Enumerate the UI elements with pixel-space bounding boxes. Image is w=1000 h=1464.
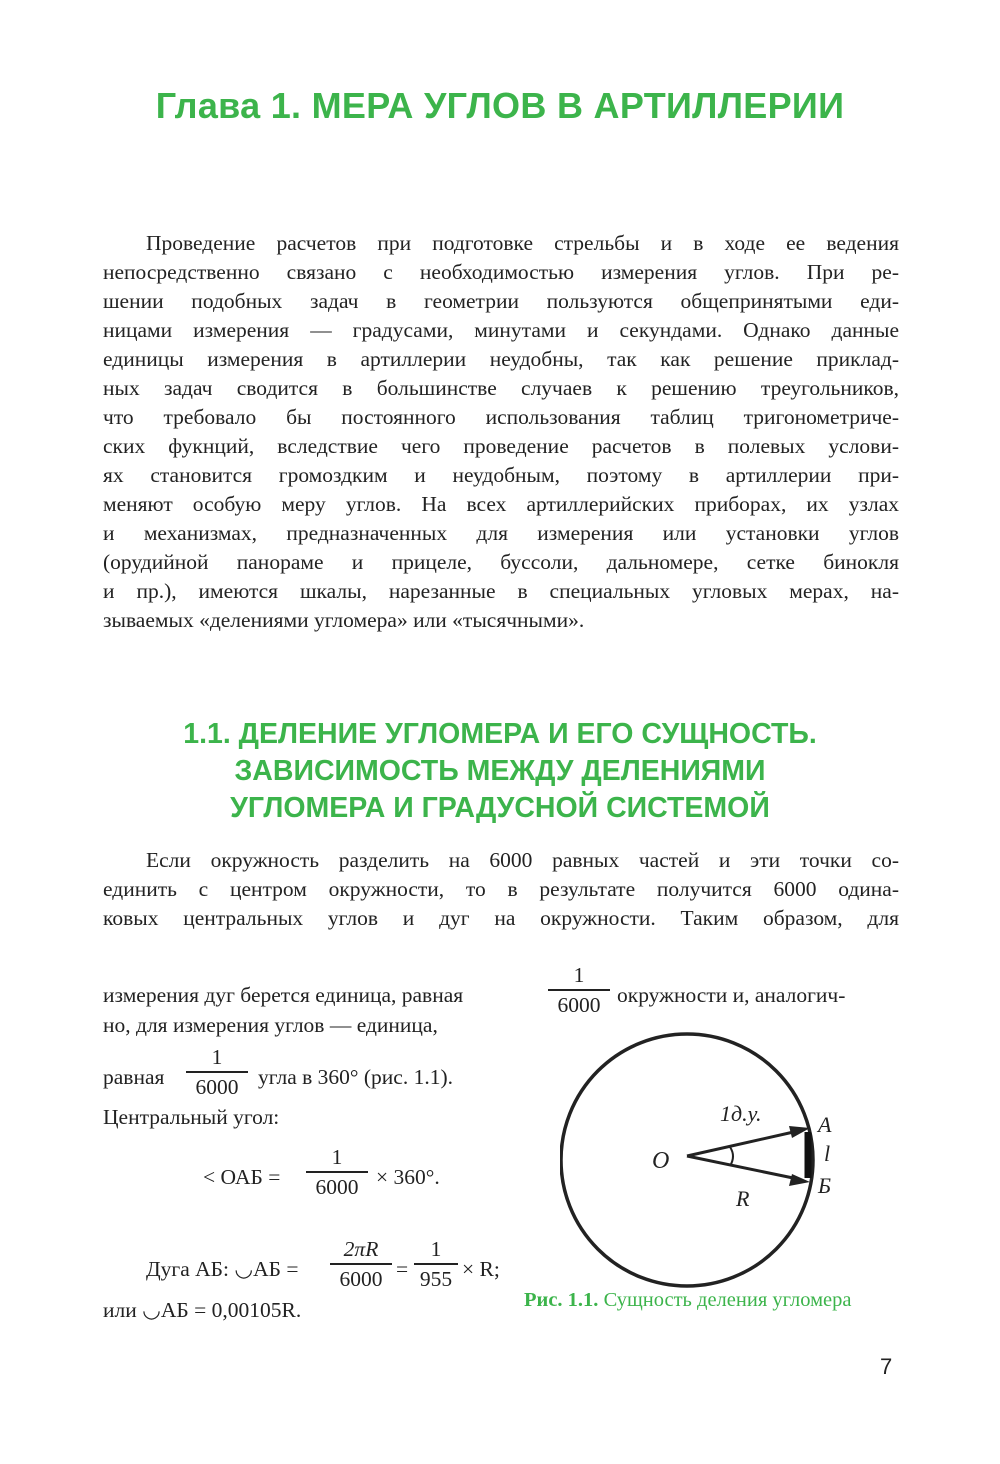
- radius-line-b: [687, 1156, 798, 1179]
- section-line: единить с центром окружности, то в результате получится 6000 одина-: [103, 877, 899, 901]
- intro-line: ных задач сводится в большинстве случаев к решению треугольников,: [103, 376, 899, 400]
- intro-line: и пр.), имеются шкалы, нарезанные в специальных угловых мерах, на-: [103, 579, 899, 603]
- math-line-1-before: измерения дуг берется единица, равная: [103, 983, 464, 1007]
- label-a: A: [818, 1112, 832, 1137]
- angle-arc-marker: [730, 1147, 733, 1166]
- arc-equation-times: × R;: [462, 1257, 500, 1281]
- figure-caption-ref: Рис. 1.1.: [524, 1289, 599, 1311]
- section-line: ковых центральных углов и дуг на окружности. Таким образом, для: [103, 906, 899, 930]
- fraction-numerator: 1: [331, 1145, 343, 1169]
- fraction-numerator: 1: [430, 1237, 442, 1261]
- arc-equation-alt: или ◡АБ = 0,00105R.: [103, 1298, 302, 1322]
- fraction-denominator: 6000: [557, 992, 601, 1017]
- page-number: 7: [880, 1354, 893, 1379]
- arc-equation-equals: =: [396, 1257, 409, 1281]
- angle-equation-lhs: < ОАБ =: [203, 1165, 281, 1189]
- label-b: Б: [818, 1173, 831, 1198]
- label-l: l: [824, 1141, 831, 1166]
- label-o: O: [652, 1148, 670, 1174]
- intro-line: Проведение расчетов при подготовке стрельбы и в ходе ее ведения: [146, 231, 899, 255]
- intro-line: единицы измерения в артиллерии неудобны, так как решение приклад-: [103, 347, 899, 371]
- label-r: R: [736, 1186, 750, 1211]
- figure-caption: [524, 1289, 852, 1312]
- arc-equation-label: Дуга АБ: ◡АБ =: [146, 1257, 299, 1281]
- fraction-denominator: 955: [419, 1266, 453, 1291]
- intro-line: что требовало бы постоянного использования таблиц тригонометриче-: [103, 405, 899, 429]
- intro-line: непосредственно связано с необходимостью измерения углов. При ре-: [103, 260, 899, 284]
- intro-line: ях становится громоздким и неудобным, поэтому в артиллерии при-: [103, 463, 899, 487]
- fraction-denominator: 6000: [339, 1266, 383, 1291]
- section-title-line: УГЛОМЕРА И ГРАДУСНОЙ СИСТЕМОЙ: [230, 792, 770, 824]
- intro-line: (орудийной панораме и прицеле, буссоли, дальномере, сетке бинокля: [103, 550, 899, 574]
- label-unit: 1д.у.: [720, 1101, 762, 1126]
- math-line-2: но, для измерения углов — единица,: [103, 1013, 438, 1037]
- intro-line: ницами измерения — градусами, минутами и секундами. Однако данные: [103, 318, 899, 342]
- chapter-title: Глава 1. МЕРА УГЛОВ В АРТИЛЛЕРИИ: [155, 85, 845, 126]
- angle-diagram-svg: [560, 1030, 880, 1290]
- fraction-2piR-6000: [330, 1236, 392, 1292]
- fraction-bar: [306, 1171, 368, 1173]
- section-title: [0, 716, 1000, 827]
- fraction-numerator: 2πR: [343, 1237, 379, 1261]
- central-angle-label: Центральный угол:: [103, 1105, 280, 1129]
- fraction-1-6000: [306, 1144, 368, 1200]
- fraction-bar: [414, 1263, 458, 1265]
- radius-line-a: [687, 1131, 798, 1156]
- fraction-numerator: 1: [211, 1045, 223, 1069]
- section-title-line: ЗАВИСИМОСТЬ МЕЖДУ ДЕЛЕНИЯМИ: [234, 755, 766, 787]
- fraction-1-955: [414, 1236, 458, 1292]
- fraction-bar: [548, 989, 610, 991]
- fraction-bar: [330, 1263, 392, 1265]
- section-title-line: 1.1. ДЕЛЕНИЕ УГЛОМЕРА И ЕГО СУЩНОСТЬ.: [183, 718, 817, 750]
- fraction-1-6000: [186, 1044, 248, 1100]
- angle-equation-rhs: × 360°.: [376, 1165, 440, 1189]
- section-line: Если окружность разделить на 6000 равных частей и эти точки со-: [146, 848, 899, 872]
- fraction-denominator: 6000: [195, 1074, 239, 1099]
- figure-caption-text: Сущность деления угломера: [603, 1289, 852, 1311]
- intro-line: шении подобных задач в геометрии пользуются общепринятыми еди-: [103, 289, 899, 313]
- math-line-3-before: равная: [103, 1065, 165, 1089]
- math-line-1-after: окружности и, аналогич-: [617, 983, 846, 1007]
- fraction-numerator: 1: [573, 963, 585, 987]
- math-line-3-after: угла в 360° (рис. 1.1).: [258, 1065, 453, 1089]
- intro-line: меняют особую меру углов. На всех артиллерийских приборах, их узлах: [103, 492, 899, 516]
- intro-line: и механизмах, предназначенных для измерения или установки углов: [103, 521, 899, 545]
- fraction-bar: [186, 1071, 248, 1073]
- circle-outline: [561, 1034, 813, 1286]
- figure-angle-diagram: [560, 1030, 880, 1295]
- fraction-denominator: 6000: [315, 1174, 359, 1199]
- intro-line: зываемых «делениями угломера» или «тысячными».: [103, 608, 585, 632]
- intro-line: ских фукнций, вследствие чего проведение расчетов в полевых услови-: [103, 434, 899, 458]
- fraction-1-6000: [548, 962, 610, 1018]
